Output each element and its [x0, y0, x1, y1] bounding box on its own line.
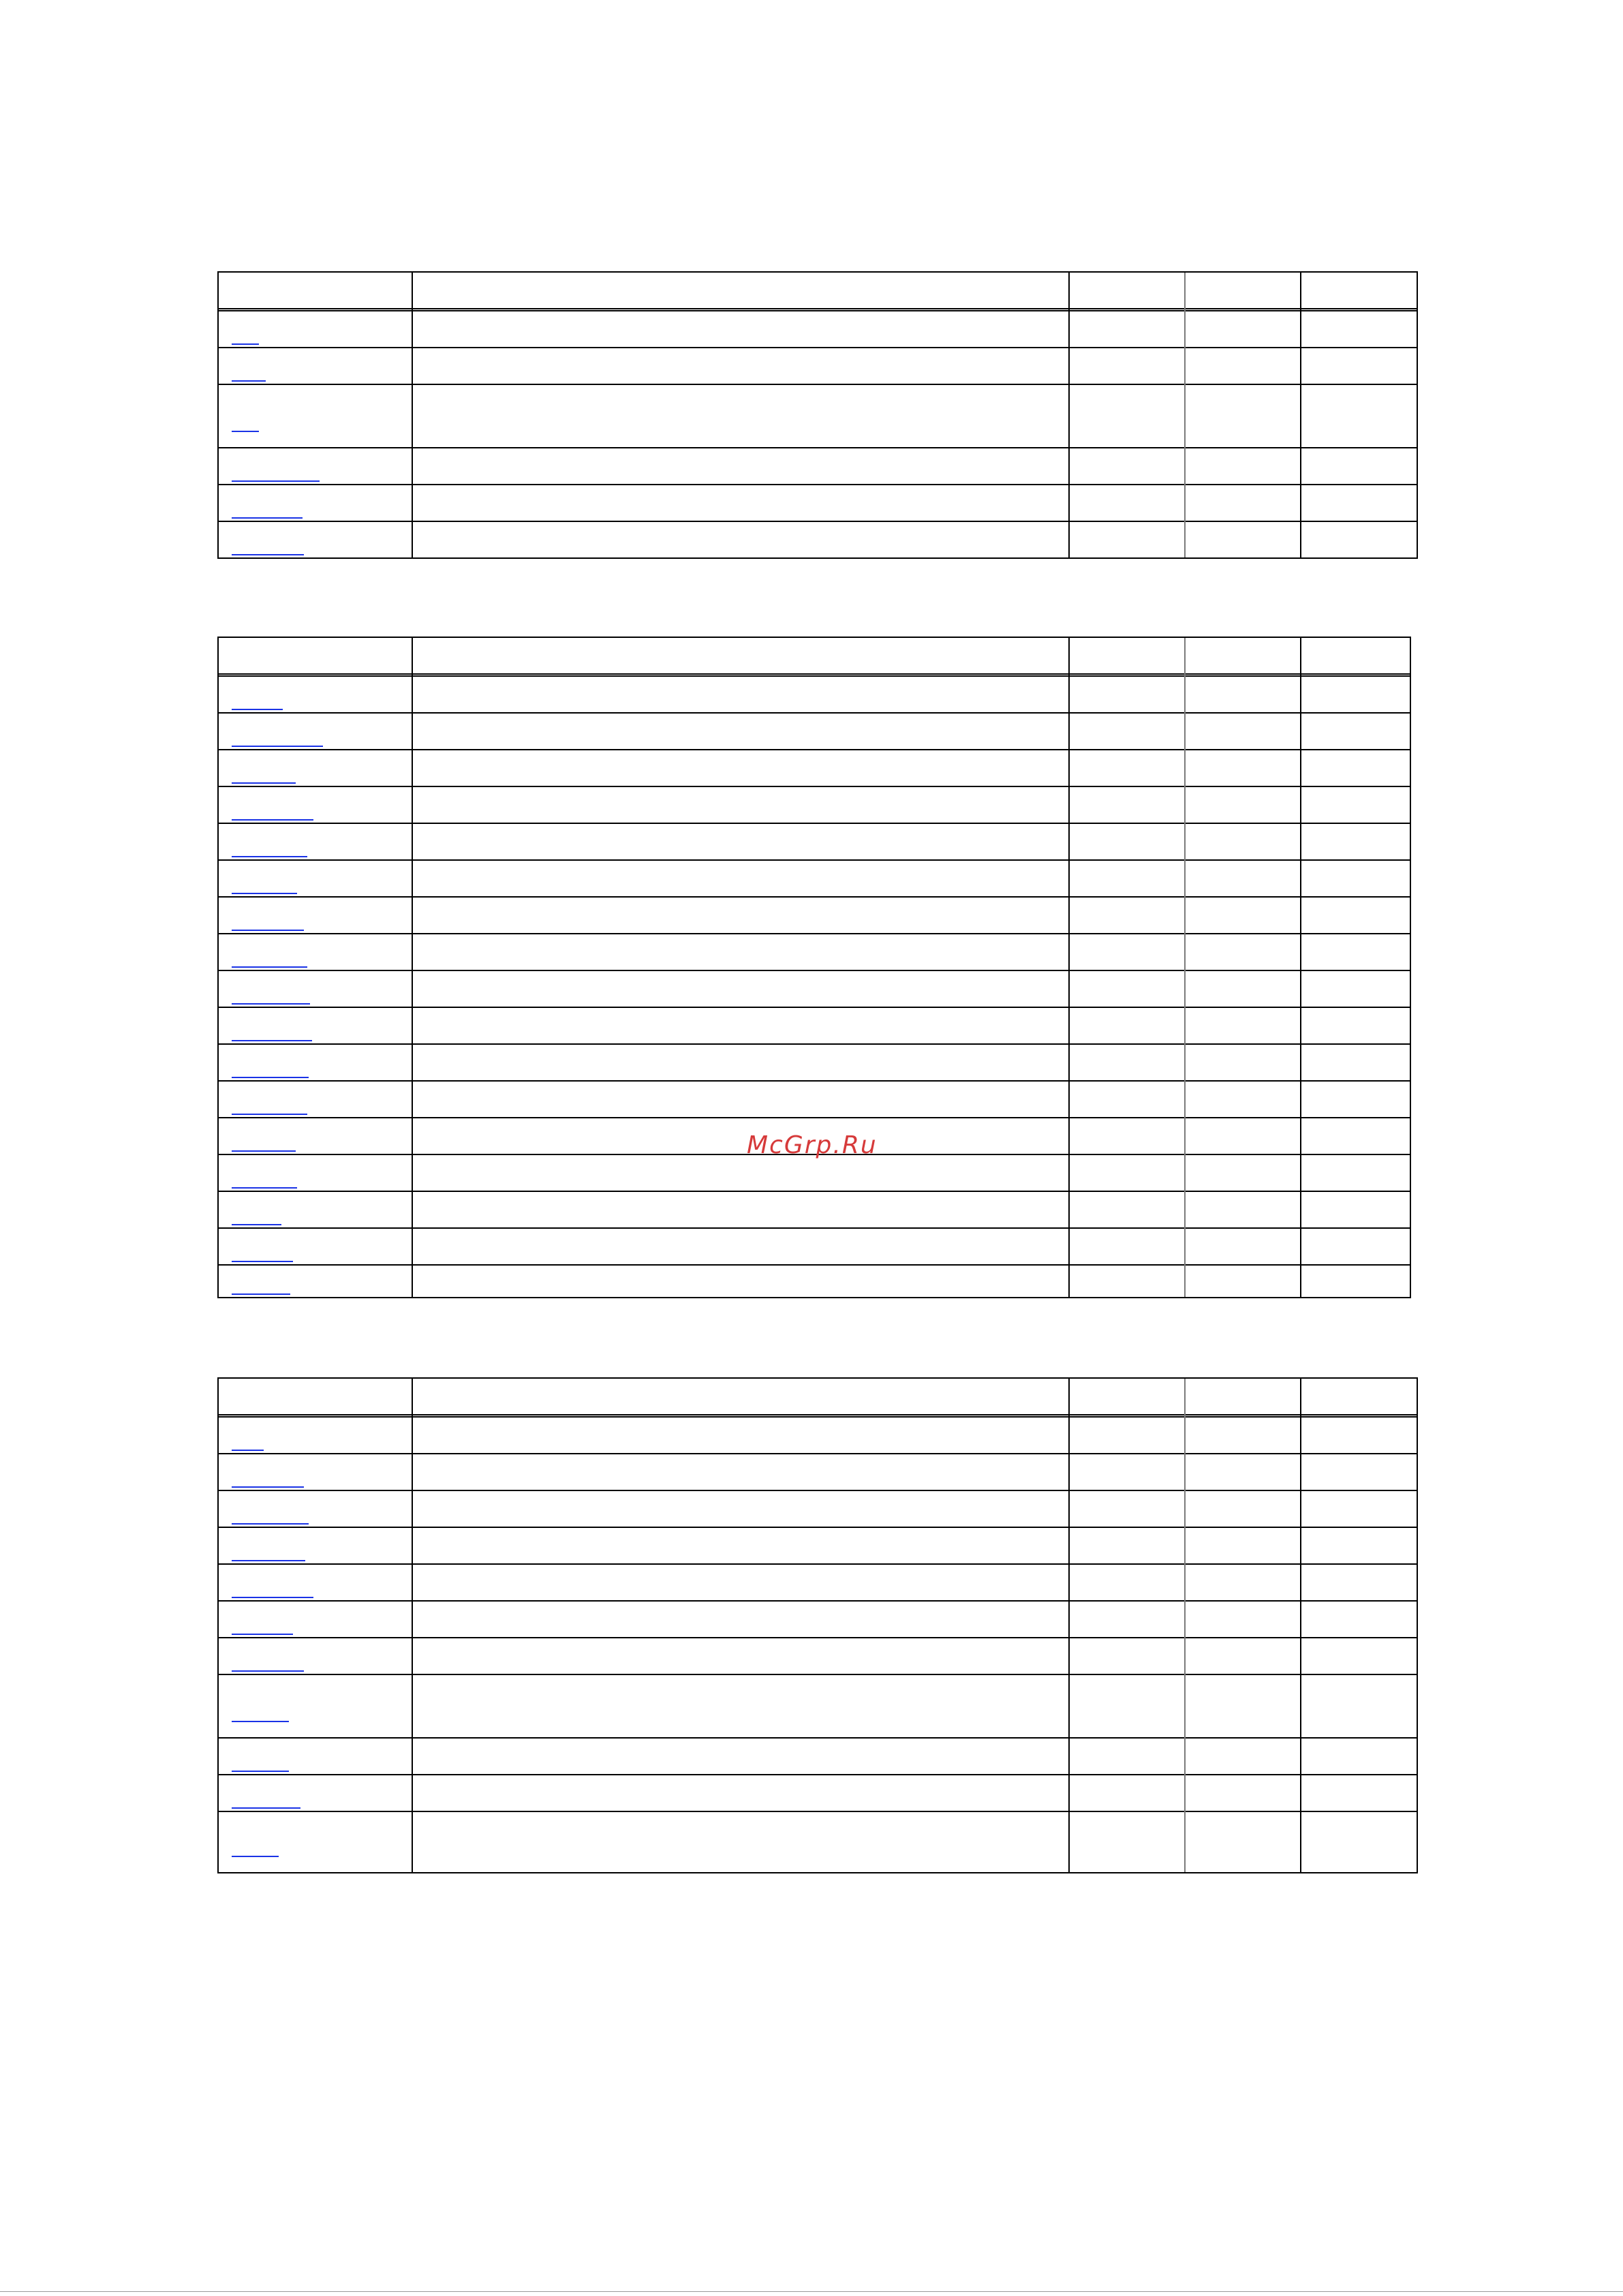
- table-row: [219, 714, 1410, 750]
- table-row: [219, 1008, 1410, 1045]
- row-link[interactable]: [232, 480, 320, 482]
- column-divider: [1068, 273, 1070, 557]
- row-link[interactable]: [232, 1523, 309, 1525]
- column-divider: [412, 1379, 413, 1872]
- column-divider: [1184, 1379, 1186, 1872]
- row-link[interactable]: [232, 1670, 304, 1672]
- row-link[interactable]: [232, 554, 304, 555]
- row-link[interactable]: [232, 856, 307, 857]
- table-row: [219, 1602, 1417, 1638]
- table-row: [219, 1045, 1410, 1082]
- table-row: [219, 385, 1417, 448]
- parts-table-2: [217, 637, 1411, 1298]
- table-row: [219, 1812, 1417, 1872]
- column-divider: [412, 638, 413, 1297]
- row-link[interactable]: [232, 1634, 293, 1635]
- table-row: [219, 787, 1410, 824]
- row-link[interactable]: [232, 1003, 310, 1005]
- column-divider: [1300, 273, 1301, 557]
- row-link[interactable]: [232, 782, 296, 784]
- table-row: [219, 1155, 1410, 1192]
- table-header-row: [219, 1379, 1417, 1418]
- table-row: [219, 1082, 1410, 1118]
- row-link[interactable]: [232, 1040, 312, 1041]
- table-row: [219, 485, 1417, 522]
- table-row: [219, 1775, 1417, 1812]
- parts-table-1: [217, 271, 1418, 559]
- table-row: [219, 311, 1417, 348]
- watermark: McGrp.Ru: [747, 1131, 878, 1159]
- table-row: [219, 898, 1410, 934]
- row-link[interactable]: [232, 1261, 293, 1262]
- row-link[interactable]: [232, 1114, 307, 1115]
- column-divider: [1184, 273, 1186, 557]
- table-row: [219, 861, 1410, 898]
- table-header-row: [219, 273, 1417, 311]
- parts-table-3: [217, 1377, 1418, 1873]
- table-row: [219, 1229, 1410, 1266]
- table-row: [219, 1528, 1417, 1565]
- table-row: [219, 1454, 1417, 1491]
- row-link[interactable]: [232, 966, 307, 968]
- row-link[interactable]: [232, 709, 283, 710]
- row-link[interactable]: [232, 1450, 264, 1451]
- row-link[interactable]: [232, 1597, 313, 1598]
- table-row: [219, 677, 1410, 714]
- table-row: [219, 971, 1410, 1008]
- page-bottom-rule: [0, 2291, 1623, 2292]
- table-row: [219, 1418, 1417, 1454]
- row-link[interactable]: [232, 746, 323, 747]
- table-row: [219, 934, 1410, 971]
- row-link[interactable]: [232, 1771, 289, 1772]
- row-link[interactable]: [232, 819, 313, 821]
- column-divider: [1300, 638, 1301, 1297]
- column-divider: [1184, 638, 1186, 1297]
- table-row: [219, 348, 1417, 385]
- row-link[interactable]: [232, 1150, 296, 1152]
- table-row: [219, 1565, 1417, 1602]
- row-link[interactable]: [232, 1294, 290, 1295]
- table-row: [219, 750, 1410, 787]
- table-header-row: [219, 638, 1410, 677]
- row-link[interactable]: [232, 1077, 309, 1078]
- row-link[interactable]: [232, 431, 259, 432]
- row-link[interactable]: [232, 930, 304, 931]
- table-row: [219, 1491, 1417, 1528]
- column-divider: [1068, 638, 1070, 1297]
- row-link[interactable]: [232, 517, 303, 519]
- row-link[interactable]: [232, 1560, 305, 1561]
- table-row: [219, 522, 1417, 557]
- row-link[interactable]: [232, 1807, 300, 1809]
- row-link[interactable]: [232, 1224, 281, 1225]
- row-link[interactable]: [232, 1721, 289, 1722]
- column-divider: [412, 273, 413, 557]
- table-row: [219, 1192, 1410, 1229]
- table-row: [219, 448, 1417, 485]
- table-row: [219, 1266, 1410, 1297]
- row-link[interactable]: [232, 1187, 297, 1189]
- row-link[interactable]: [232, 380, 266, 382]
- row-link[interactable]: [232, 1856, 279, 1857]
- table-row: [219, 1675, 1417, 1739]
- row-link[interactable]: [232, 893, 297, 894]
- row-link[interactable]: [232, 343, 259, 345]
- table-row: [219, 824, 1410, 861]
- table-row: [219, 1739, 1417, 1775]
- row-link[interactable]: [232, 1486, 304, 1488]
- table-row: [219, 1638, 1417, 1675]
- column-divider: [1300, 1379, 1301, 1872]
- column-divider: [1068, 1379, 1070, 1872]
